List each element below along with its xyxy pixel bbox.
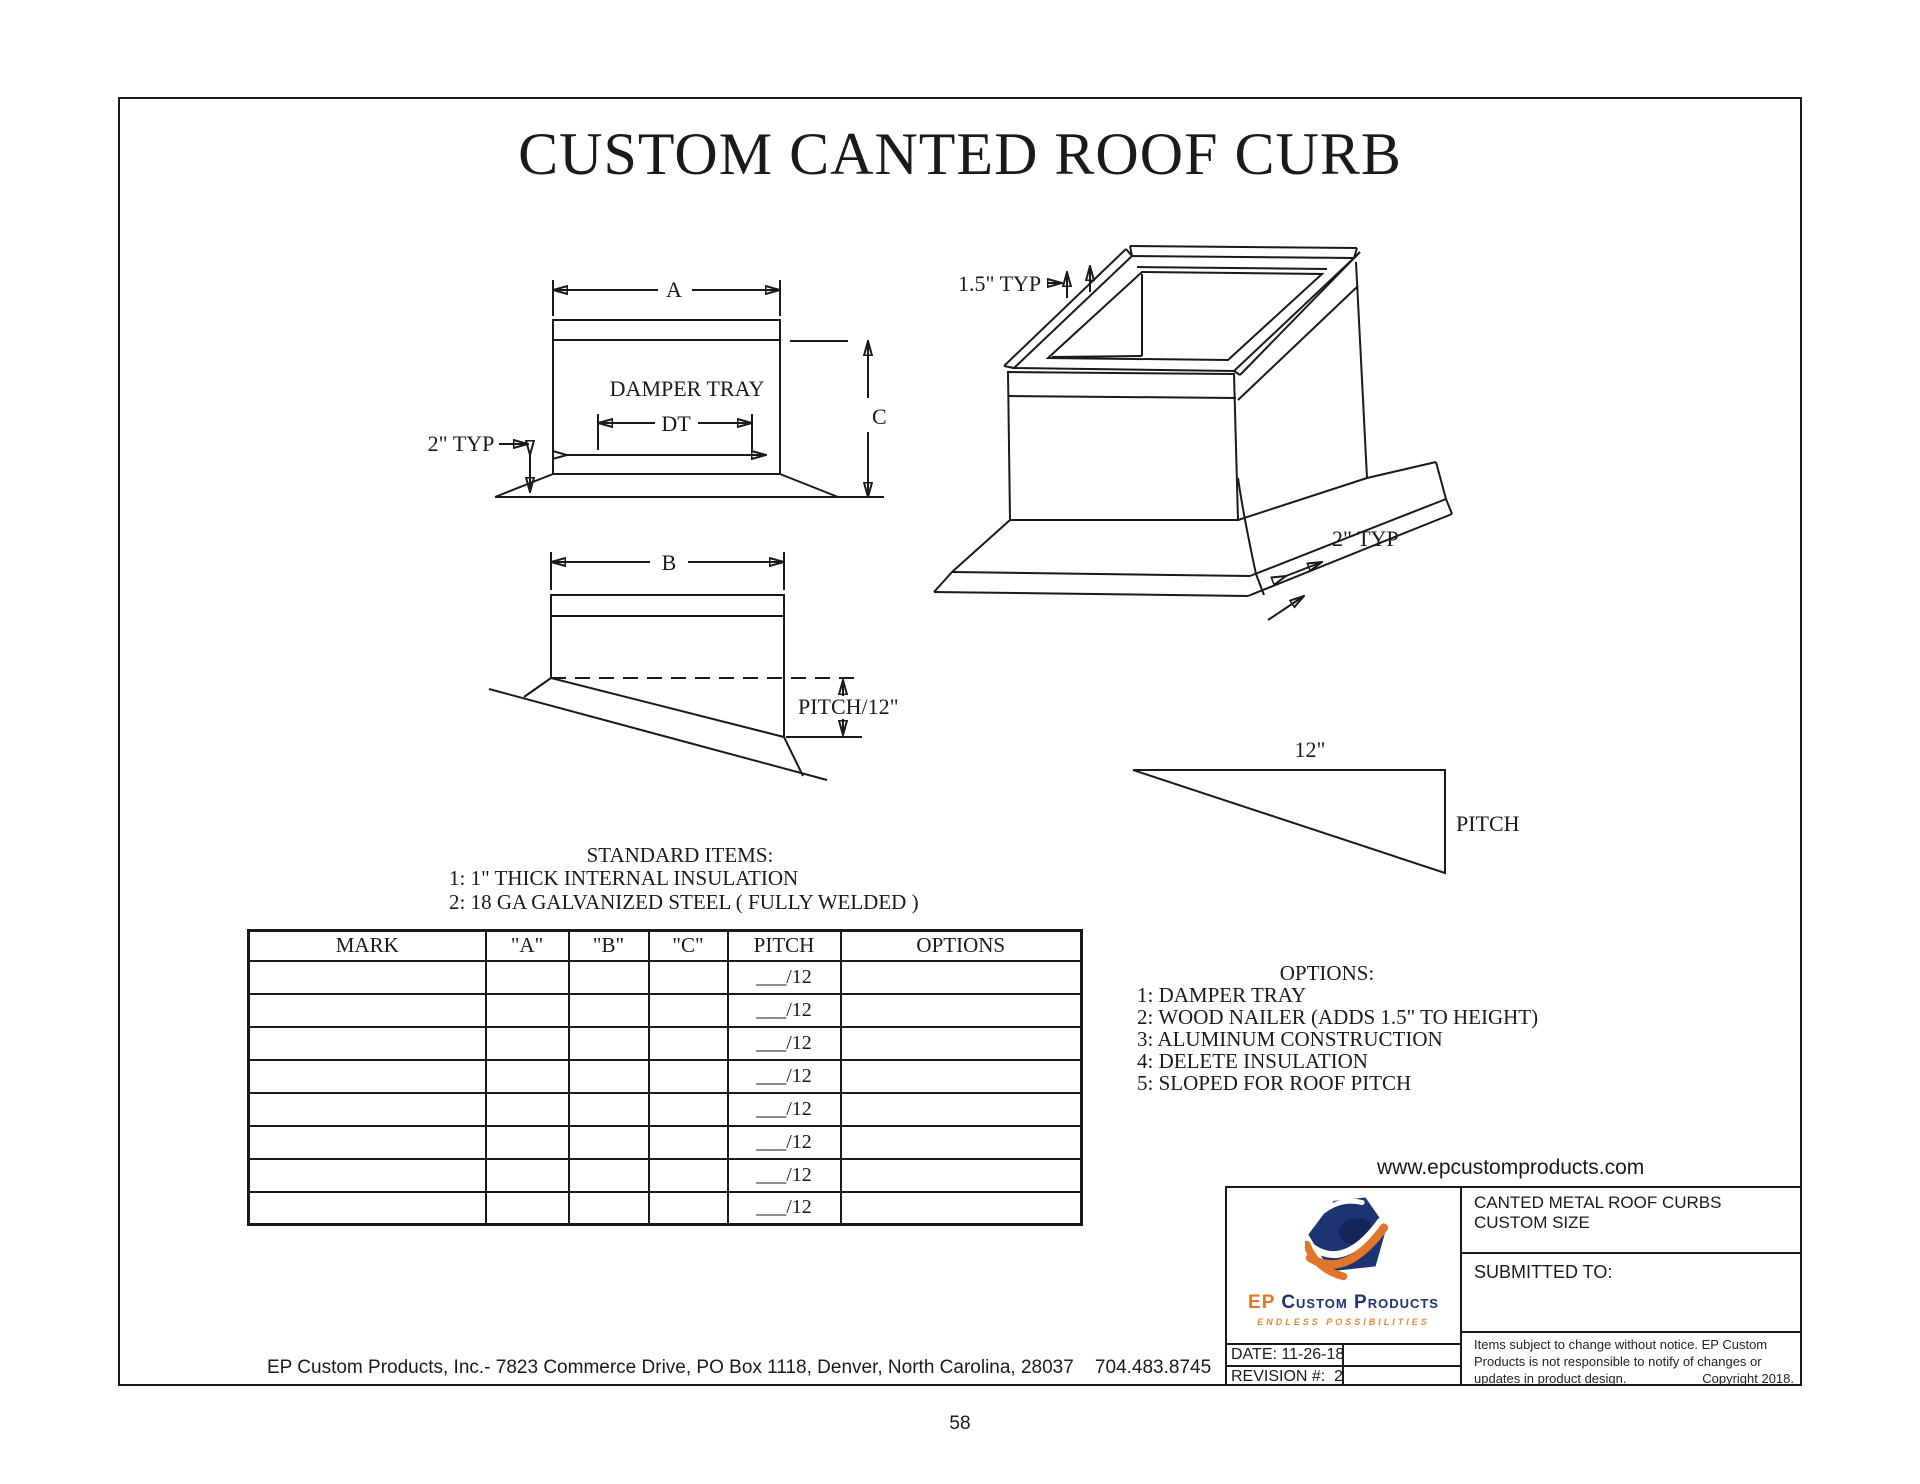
disclaimer-cell [1462, 1333, 1800, 1384]
revision-value: REVISION #: 2 [1227, 1367, 1344, 1384]
options-list [1137, 984, 1538, 1094]
standard-items-heading: STANDARD ITEMS: [586, 843, 774, 867]
table-row [249, 1126, 1082, 1159]
dim-a-label: A [666, 277, 682, 302]
website-url: www.epcustomproducts.com [1377, 1156, 1645, 1179]
pitch-cell: ___/12 [728, 1192, 841, 1225]
col-header-pitch: PITCH [728, 931, 841, 961]
pitch-cell: ___/12 [728, 1027, 841, 1060]
pitch-cell: ___/12 [728, 961, 841, 994]
spec-table [247, 929, 1083, 1226]
table-row [249, 994, 1082, 1027]
disclaimer-line: Products is not responsible to notify of changes or [1474, 1354, 1762, 1369]
typ2-front-label: 2" TYP [427, 431, 495, 456]
pitch-triangle-drawing [1133, 737, 1520, 873]
option-item: 1: DAMPER TRAY [1137, 983, 1307, 1007]
typ15-iso-label: 1.5" TYP [958, 271, 1042, 296]
option-item: 2: WOOD NAILER (ADDS 1.5" TO HEIGHT) [1137, 1005, 1539, 1029]
table-row [249, 1060, 1082, 1093]
product-line-1: CANTED METAL ROOF CURBS [1474, 1193, 1722, 1212]
title-block [1225, 1186, 1802, 1386]
date-row [1227, 1343, 1460, 1365]
title-block-right-column [1462, 1188, 1800, 1384]
disclaimer-line: updates in product design. Copyright 2018. [1474, 1371, 1794, 1386]
col-header-mark: MARK [249, 931, 486, 961]
brand-rest: Custom Products [1281, 1292, 1439, 1313]
dim-c-label: C [872, 404, 887, 429]
dim-b-label: B [661, 550, 677, 575]
pitch-cell: ___/12 [728, 1060, 841, 1093]
col-header-a: "A" [486, 931, 569, 961]
table-row [249, 1159, 1082, 1192]
product-title-cell [1462, 1188, 1800, 1254]
option-item: 3: ALUMINUM CONSTRUCTION [1137, 1027, 1443, 1051]
damper-tray-label: DAMPER TRAY [609, 376, 765, 401]
pitch12-label: PITCH/12" [798, 694, 899, 719]
title-block-left-column [1227, 1188, 1462, 1384]
brand-tagline: ENDLESS POSSIBILITIES [1257, 1317, 1430, 1327]
table-row [249, 1192, 1082, 1225]
option-item: 4: DELETE INSULATION [1137, 1049, 1368, 1073]
footer-address: EP Custom Products, Inc.- 7823 Commerce Drive, PO Box 1118, Denver, North Carolina, 28037 704.483.8745 [267, 1357, 1212, 1378]
disclaimer-line: Items subject to change without notice. EP Custom [1474, 1337, 1768, 1352]
pitch-cell: ___/12 [728, 1159, 841, 1192]
standard-item: 2: 18 GA GALVANIZED STEEL ( FULLY WELDED ) [449, 890, 919, 914]
option-item: 5: SLOPED FOR ROOF PITCH [1137, 1071, 1412, 1095]
brand-name [1227, 1292, 1460, 1314]
pitch-cell: ___/12 [728, 1126, 841, 1159]
col-header-b: "B" [569, 931, 649, 961]
page-number: 58 [949, 1413, 971, 1434]
front-view-drawing [428, 277, 887, 497]
company-logo [1227, 1188, 1460, 1343]
pitch-cell: ___/12 [728, 1093, 841, 1126]
copyright: Copyright 2018. [1702, 1371, 1794, 1386]
ep-logo-icon [1305, 1194, 1389, 1290]
spec-table-header-row [249, 931, 1082, 961]
col-header-c: "C" [649, 931, 728, 961]
pitch-rise-label: PITCH [1456, 811, 1520, 836]
table-row [249, 1027, 1082, 1060]
options-heading: OPTIONS: [1279, 961, 1375, 985]
pitch-cell: ___/12 [728, 994, 841, 1027]
sheet-title: CUSTOM CANTED ROOF CURB [518, 121, 1402, 187]
table-row [249, 961, 1082, 994]
date-value: DATE: 11-26-18 [1227, 1345, 1344, 1365]
product-line-2: CUSTOM SIZE [1474, 1213, 1590, 1232]
isometric-view-drawing [934, 246, 1452, 620]
standard-item: 1: 1" THICK INTERNAL INSULATION [449, 866, 799, 890]
submitted-to-cell: SUBMITTED TO: [1462, 1254, 1800, 1333]
typ2-iso-label: 2" TYP [1332, 526, 1399, 551]
pitch-run-label: 12" [1294, 737, 1326, 762]
col-header-options: OPTIONS [841, 931, 1082, 961]
table-row [249, 1093, 1082, 1126]
side-view-drawing [489, 550, 912, 780]
dim-dt-label: DT [661, 411, 691, 436]
revision-row [1227, 1365, 1460, 1384]
brand-ep: EP [1248, 1292, 1276, 1313]
